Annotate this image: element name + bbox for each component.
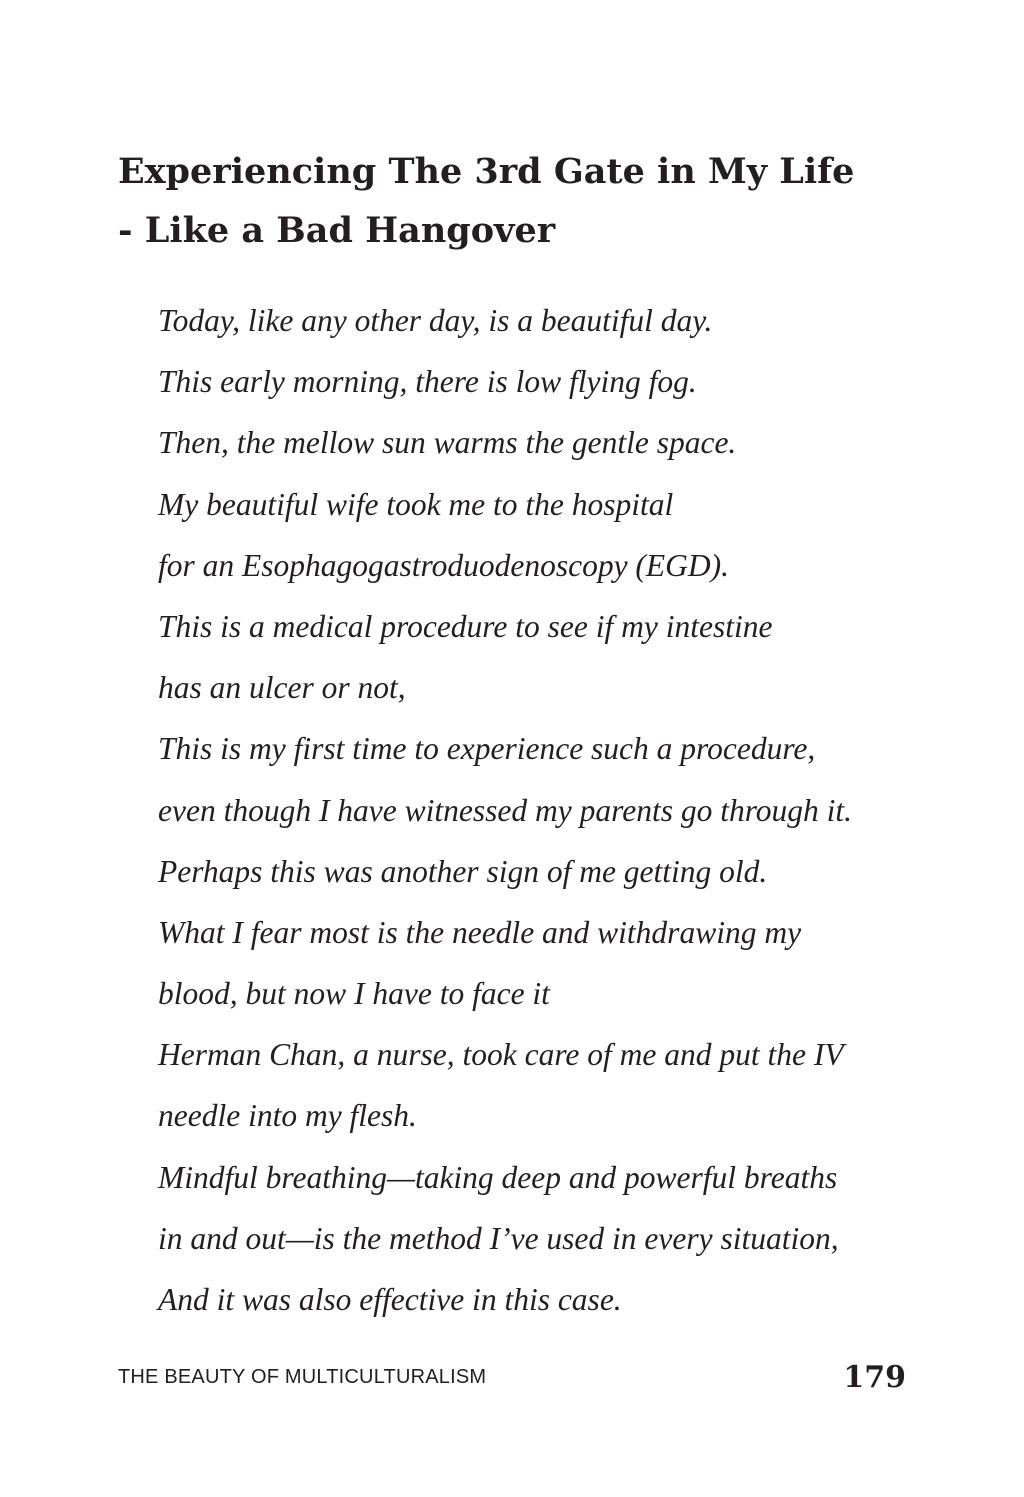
poem-line: This is a medical procedure to see if my intestine: [158, 608, 773, 644]
poem-line: My beautiful wife took me to the hospital: [158, 486, 674, 522]
poem-line: Herman Chan, a nurse, took care of me and put the IV: [158, 1037, 844, 1073]
poem-line: This is my first time to experience such a procedure,: [158, 731, 816, 767]
poem-line: Mindful breathing—taking deep and powerful breaths: [158, 1159, 838, 1195]
poem-line: This early morning, there is low flying fog.: [158, 364, 697, 400]
poem-line: for an Esophagogastroduodenoscopy (EGD).: [158, 547, 730, 583]
poem-line: in and out—is the method I’ve used in every situation,: [158, 1220, 839, 1256]
page-title: [118, 142, 918, 260]
poem-line: What I fear most is the needle and withdrawing my: [158, 914, 802, 950]
poem-line: even though I have witnessed my parents go through it.: [158, 792, 853, 828]
poem-line: has an ulcer or not,: [158, 670, 406, 706]
poem-line: blood, but now I have to face it: [158, 976, 550, 1012]
running-footer-title: THE BEAUTY OF MULTICULTURALISM: [118, 1366, 487, 1388]
poem-body: [158, 290, 978, 1330]
title-line-2: - Like a Bad Hangover: [118, 210, 556, 251]
poem-line: And it was also effective in this case.: [158, 1282, 622, 1317]
poem-line: Today, like any other day, is a beautiful day.: [158, 303, 713, 338]
poem-line: Perhaps this was another sign of me getting old.: [158, 853, 768, 889]
page-number: 179: [843, 1360, 906, 1395]
poem-line: Then, the mellow sun warms the gentle space.: [158, 425, 737, 461]
title-line-1: Experiencing The 3rd Gate in My Life: [118, 151, 855, 192]
poem-line: needle into my flesh.: [158, 1098, 417, 1134]
